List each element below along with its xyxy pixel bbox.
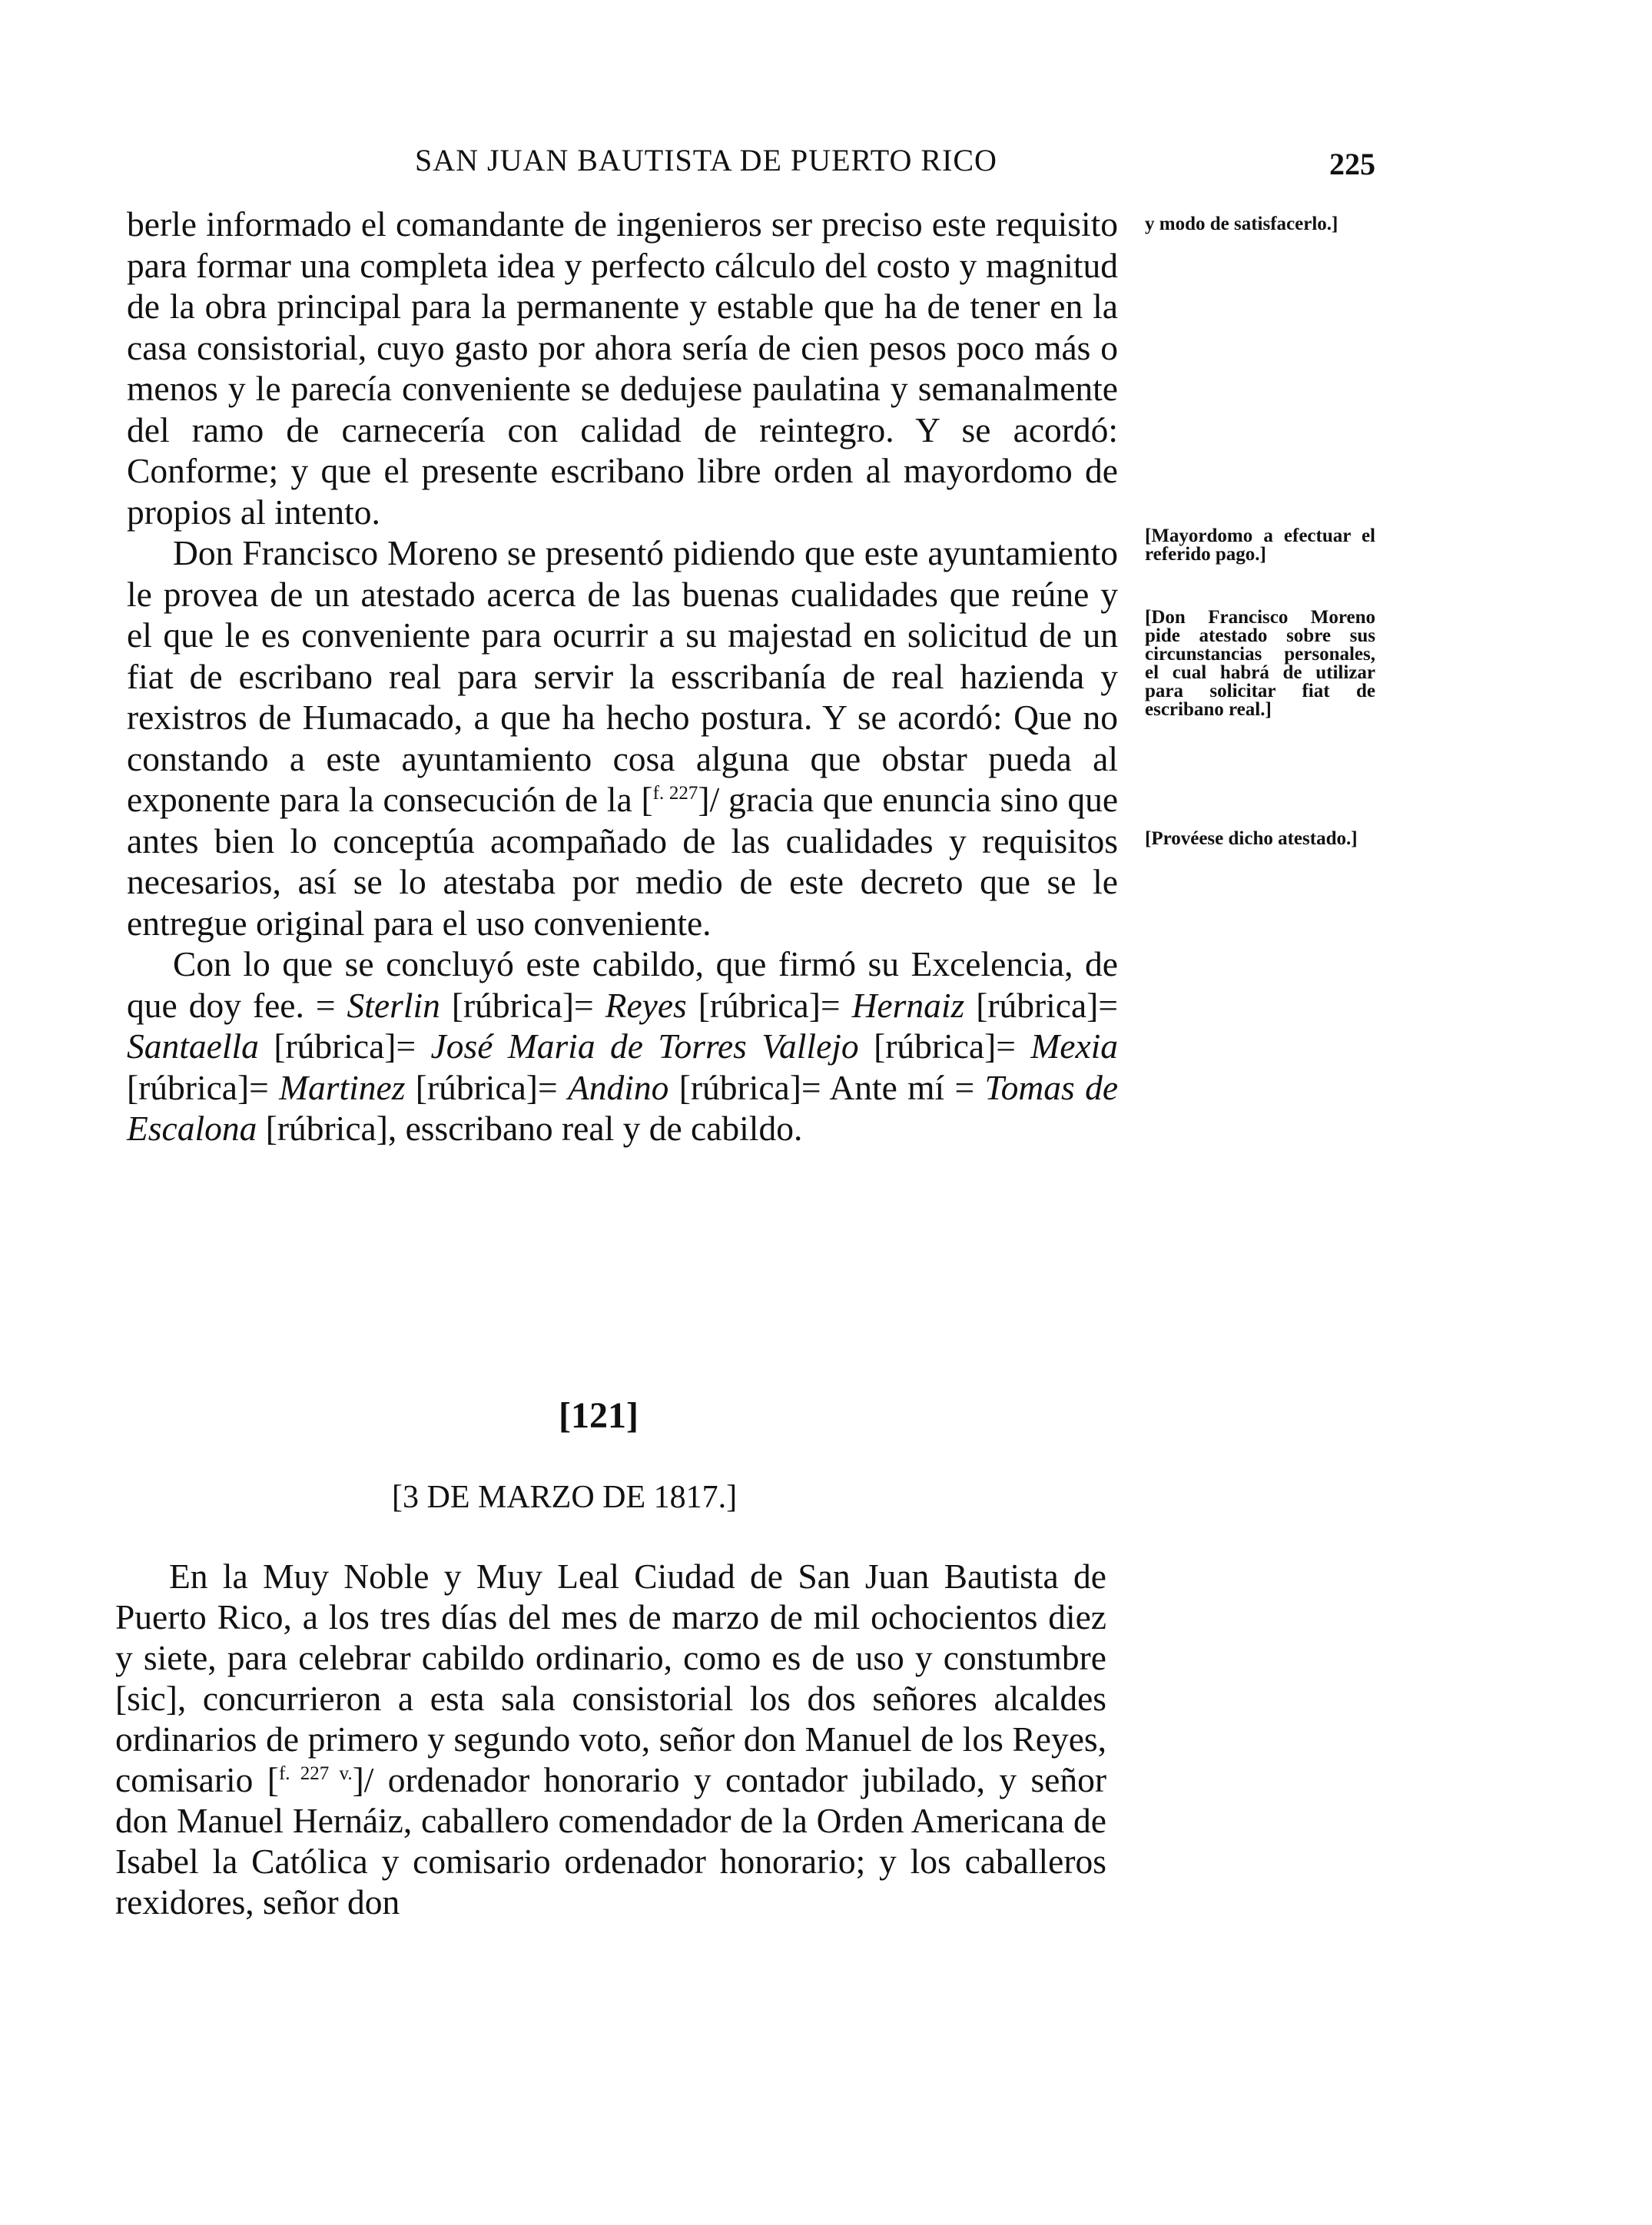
signature-reyes: Reyes bbox=[605, 985, 687, 1025]
signature-escalona: Tomas de Escalona bbox=[127, 1067, 1119, 1148]
main-text-column bbox=[127, 204, 1118, 1149]
signature-martinez: Martinez bbox=[279, 1067, 406, 1107]
document-number: [121] bbox=[559, 1395, 639, 1436]
document-date: [3 DE MARZO DE 1817.] bbox=[392, 1480, 738, 1515]
rubrica-mark: [rúbrica] bbox=[874, 1026, 997, 1066]
paragraph-text: Don Francisco Moreno se presentó pidiendo que este ayuntamiento le provea de un atestado acerca de las buenas cualidades que reúne y el que le es conveniente para ocurrir a su majestad en solicitud de un fiat de escribano real para servir la esscribanía de real hazienda y rexistros de Humacado, a que ha hecho postura. Y se acordó: Que no constando a este ayuntamiento cosa alguna que obstar pueda al exponente para la consecución de la [ bbox=[127, 533, 1118, 819]
margin-note-mayordomo: [Mayordomo a efectuar el referido pago.] bbox=[1145, 526, 1375, 565]
signature-mexia: Mexia bbox=[1030, 1026, 1119, 1066]
margin-note-provease: [Provéese dicho atestado.] bbox=[1145, 828, 1358, 849]
signature-andino: Andino bbox=[567, 1067, 669, 1107]
rubrica-mark: [rúbrica] bbox=[678, 1067, 801, 1107]
paragraph-text: ]/ gracia que enuncia sino que antes bien lo conceptúa acompañado de las cualidades y requisitos necesarios, así se lo atestaba por medio de este decreto que se le entregue original para el uso conveniente. bbox=[127, 780, 1119, 943]
rubrica-mark: [rúbrica] bbox=[415, 1067, 538, 1107]
folio-reference: f. 227 v. bbox=[278, 1762, 353, 1784]
document-text bbox=[115, 1556, 1106, 1922]
rubrica-mark: [rúbrica] bbox=[976, 985, 1099, 1025]
paragraph-francisco-moreno bbox=[127, 532, 1118, 943]
paragraph-opening bbox=[115, 1556, 1106, 1922]
paragraph-text: En la Muy Noble y Muy Leal Ciudad de San Juan Bautista de Puerto Rico, a los tres días del mes de marzo de mil ochocientos diez y siete, para celebrar cabildo ordinario, como es de uso y constumbre [sic], concurrieron a esta sala consistorial los dos señores alcaldes ordinarios de primero y segundo voto, señor don Manuel de los Reyes, comisario [ bbox=[115, 1557, 1106, 1799]
rubrica-mark: [rúbrica] bbox=[698, 985, 821, 1025]
rubrica-mark: [rúbrica] bbox=[451, 985, 574, 1025]
margin-note-francisco-moreno: [Don Francisco Moreno pide atestado sobre sus circunstancias personales, el cual habrá de utilizar para solicitar fiat de escribano real.] bbox=[1145, 607, 1375, 720]
signature-hernaiz: Hernaiz bbox=[851, 985, 965, 1025]
signature-torres-vallejo: José Maria de Torres Vallejo bbox=[430, 1026, 859, 1066]
rubrica-mark: [rúbrica] bbox=[265, 1109, 388, 1148]
signature-sterlin: Sterlin bbox=[347, 985, 440, 1025]
rubrica-mark: [rúbrica] bbox=[274, 1026, 396, 1066]
margin-note-satisfacerlo: y modo de satisfacerlo.] bbox=[1145, 214, 1339, 234]
signature-santaella: Santaella bbox=[127, 1026, 259, 1066]
running-header: SAN JUAN BAUTISTA DE PUERTO RICO bbox=[415, 143, 997, 177]
paragraph-text: ]/ ordenador honorario y contador jubilado, y señor don Manuel Hernáiz, caballero comendador de la Orden Americana de Isabel la Católica y comisario ordenador honorario; y los caballeros rexidores, señor don bbox=[115, 1760, 1107, 1922]
paragraph-continuation: berle informado el comandante de ingenieros ser preciso este requisito para formar una completa idea y perfecto cálculo del costo y magnitud de la obra principal para la permanente y estable que ha de tener en la casa consistorial, cuyo gasto por ahora sería de cien pesos poco más o menos y le parecía conveniente se dedujese paulatina y semanalmente del ramo de carnecería con calidad de reintegro. Y se acordó: Conforme; y que el presente escribano libre orden al mayordomo de propios al intento. bbox=[127, 204, 1118, 532]
ante-mi: Ante mí = bbox=[829, 1067, 975, 1107]
folio-reference: f. 227 bbox=[652, 782, 698, 804]
rubrica-mark: [rúbrica] bbox=[127, 1067, 250, 1107]
closing-intro: Con lo que se concluyó este cabildo, que firmó su Excelencia, de que doy fee. = bbox=[127, 944, 1118, 1025]
page-number: 225 bbox=[1329, 147, 1375, 181]
closing-text: esscribano real y de cabildo. bbox=[405, 1109, 803, 1148]
paragraph-closing-signatures: Con lo que se concluyó este cabildo, que firmó su Excelencia, de que doy fee. = Sterlin [rúbrica]= Reyes [rúbrica]= Hernaiz [rúbrica]= Santaella [rúbrica]= José Maria de Torres Vallejo [rúbrica]= Mexia [rúbrica]= Martinez [rúbrica]= Andino [rúbrica]= Ante mí = Tomas de Escalona [rúbrica], esscribano real y de cabildo. bbox=[127, 944, 1119, 1148]
